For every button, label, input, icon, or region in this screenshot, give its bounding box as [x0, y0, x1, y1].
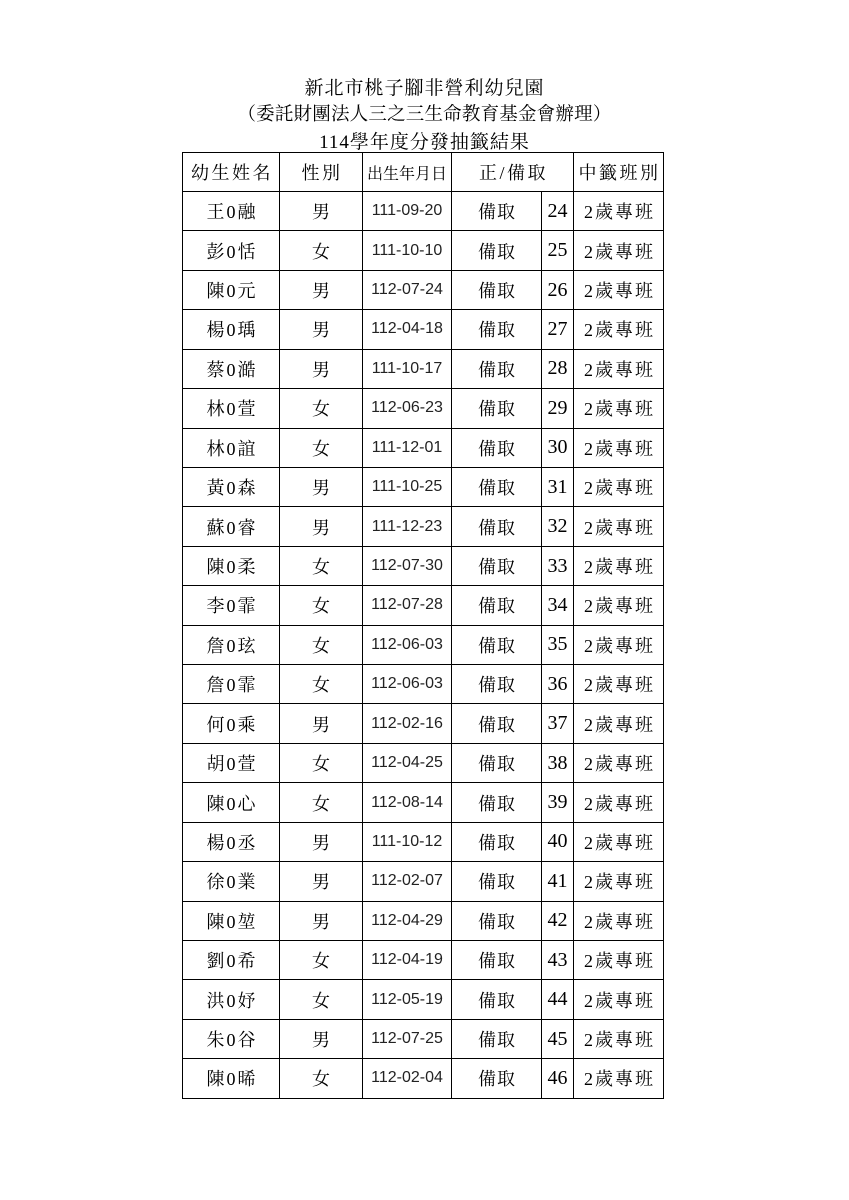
birth-date-cell: 112-04-19	[363, 941, 452, 980]
admission-status-cell: 備取	[452, 665, 542, 704]
assigned-class-cell: 2歲專班	[574, 902, 664, 941]
birth-date-cell: 112-02-04	[363, 1059, 452, 1098]
column-header-status: 正/備取	[452, 153, 574, 192]
waitlist-number-cell: 45	[542, 1020, 574, 1059]
birth-date-cell: 112-07-28	[363, 586, 452, 625]
gender-cell: 男	[280, 507, 363, 546]
waitlist-number-cell: 31	[542, 468, 574, 507]
student-name-cell: 王0融	[183, 192, 280, 231]
column-header-birth-date: 出生年月日	[363, 153, 452, 192]
waitlist-number-cell: 44	[542, 980, 574, 1019]
birth-date-cell: 111-10-12	[363, 823, 452, 862]
birth-date-cell: 112-05-19	[363, 980, 452, 1019]
waitlist-number-cell: 30	[542, 429, 574, 468]
birth-date-cell: 111-10-10	[363, 231, 452, 270]
waitlist-number-cell: 32	[542, 507, 574, 546]
document-title-block	[0, 75, 849, 156]
assigned-class-cell: 2歲專班	[574, 586, 664, 625]
waitlist-number-cell: 46	[542, 1059, 574, 1098]
student-name-cell: 陳0心	[183, 783, 280, 822]
assigned-class-cell: 2歲專班	[574, 980, 664, 1019]
gender-cell: 女	[280, 389, 363, 428]
student-name-cell: 楊0丞	[183, 823, 280, 862]
admission-status-cell: 備取	[452, 783, 542, 822]
assigned-class-cell: 2歲專班	[574, 547, 664, 586]
gender-cell: 女	[280, 586, 363, 625]
student-name-cell: 洪0妤	[183, 980, 280, 1019]
student-name-cell: 陳0堃	[183, 902, 280, 941]
student-name-cell: 陳0晞	[183, 1059, 280, 1098]
assigned-class-cell: 2歲專班	[574, 389, 664, 428]
birth-date-cell: 111-12-01	[363, 429, 452, 468]
waitlist-number-cell: 33	[542, 547, 574, 586]
admission-status-cell: 備取	[452, 744, 542, 783]
waitlist-number-cell: 27	[542, 310, 574, 349]
admission-status-cell: 備取	[452, 231, 542, 270]
student-name-cell: 林0萱	[183, 389, 280, 428]
gender-cell: 男	[280, 704, 363, 743]
admission-status-cell: 備取	[452, 350, 542, 389]
student-name-cell: 蘇0睿	[183, 507, 280, 546]
waitlist-number-cell: 29	[542, 389, 574, 428]
waitlist-number-cell: 35	[542, 626, 574, 665]
admission-status-cell: 備取	[452, 902, 542, 941]
gender-cell: 男	[280, 1020, 363, 1059]
waitlist-number-cell: 34	[542, 586, 574, 625]
column-header-name: 幼生姓名	[183, 153, 280, 192]
column-header-class: 中籤班別	[574, 153, 664, 192]
assigned-class-cell: 2歲專班	[574, 350, 664, 389]
lottery-results-table	[182, 152, 664, 1099]
waitlist-number-cell: 43	[542, 941, 574, 980]
assigned-class-cell: 2歲專班	[574, 271, 664, 310]
admission-status-cell: 備取	[452, 271, 542, 310]
assigned-class-cell: 2歲專班	[574, 468, 664, 507]
assigned-class-cell: 2歲專班	[574, 626, 664, 665]
gender-cell: 女	[280, 980, 363, 1019]
assigned-class-cell: 2歲專班	[574, 310, 664, 349]
gender-cell: 女	[280, 941, 363, 980]
birth-date-cell: 112-08-14	[363, 783, 452, 822]
admission-status-cell: 備取	[452, 192, 542, 231]
birth-date-cell: 112-04-29	[363, 902, 452, 941]
student-name-cell: 朱0谷	[183, 1020, 280, 1059]
gender-cell: 男	[280, 310, 363, 349]
waitlist-number-cell: 41	[542, 862, 574, 901]
birth-date-cell: 112-07-24	[363, 271, 452, 310]
student-name-cell: 徐0業	[183, 862, 280, 901]
gender-cell: 男	[280, 823, 363, 862]
assigned-class-cell: 2歲專班	[574, 704, 664, 743]
admission-status-cell: 備取	[452, 823, 542, 862]
admission-status-cell: 備取	[452, 980, 542, 1019]
birth-date-cell: 111-10-17	[363, 350, 452, 389]
birth-date-cell: 112-04-25	[363, 744, 452, 783]
gender-cell: 女	[280, 626, 363, 665]
admission-status-cell: 備取	[452, 704, 542, 743]
waitlist-number-cell: 28	[542, 350, 574, 389]
assigned-class-cell: 2歲專班	[574, 1020, 664, 1059]
gender-cell: 男	[280, 192, 363, 231]
admission-status-cell: 備取	[452, 941, 542, 980]
student-name-cell: 彭0恬	[183, 231, 280, 270]
admission-status-cell: 備取	[452, 429, 542, 468]
waitlist-number-cell: 42	[542, 902, 574, 941]
birth-date-cell: 111-12-23	[363, 507, 452, 546]
gender-cell: 男	[280, 271, 363, 310]
gender-cell: 女	[280, 744, 363, 783]
gender-cell: 女	[280, 231, 363, 270]
waitlist-number-cell: 40	[542, 823, 574, 862]
assigned-class-cell: 2歲專班	[574, 823, 664, 862]
student-name-cell: 林0誼	[183, 429, 280, 468]
waitlist-number-cell: 25	[542, 231, 574, 270]
waitlist-number-cell: 24	[542, 192, 574, 231]
column-header-gender: 性別	[280, 153, 363, 192]
lottery-results-title: 114學年度分發抽籤結果	[319, 132, 530, 153]
admission-status-cell: 備取	[452, 1059, 542, 1098]
birth-date-cell: 112-04-18	[363, 310, 452, 349]
birth-date-cell: 112-07-30	[363, 547, 452, 586]
student-name-cell: 黃0森	[183, 468, 280, 507]
assigned-class-cell: 2歲專班	[574, 862, 664, 901]
assigned-class-cell: 2歲專班	[574, 231, 664, 270]
waitlist-number-cell: 37	[542, 704, 574, 743]
student-name-cell: 楊0瑀	[183, 310, 280, 349]
waitlist-number-cell: 36	[542, 665, 574, 704]
admission-status-cell: 備取	[452, 468, 542, 507]
gender-cell: 男	[280, 862, 363, 901]
student-name-cell: 詹0霏	[183, 665, 280, 704]
admission-status-cell: 備取	[452, 389, 542, 428]
admission-status-cell: 備取	[452, 507, 542, 546]
waitlist-number-cell: 26	[542, 271, 574, 310]
student-name-cell: 詹0玹	[183, 626, 280, 665]
gender-cell: 男	[280, 468, 363, 507]
waitlist-number-cell: 38	[542, 744, 574, 783]
admission-status-cell: 備取	[452, 1020, 542, 1059]
gender-cell: 女	[280, 429, 363, 468]
assigned-class-cell: 2歲專班	[574, 1059, 664, 1098]
assigned-class-cell: 2歲專班	[574, 783, 664, 822]
birth-date-cell: 112-02-07	[363, 862, 452, 901]
assigned-class-cell: 2歲專班	[574, 429, 664, 468]
assigned-class-cell: 2歲專班	[574, 665, 664, 704]
gender-cell: 女	[280, 547, 363, 586]
student-name-cell: 胡0萱	[183, 744, 280, 783]
student-name-cell: 何0乘	[183, 704, 280, 743]
gender-cell: 女	[280, 783, 363, 822]
birth-date-cell: 112-06-03	[363, 665, 452, 704]
admission-status-cell: 備取	[452, 626, 542, 665]
birth-date-cell: 112-07-25	[363, 1020, 452, 1059]
birth-date-cell: 111-10-25	[363, 468, 452, 507]
gender-cell: 女	[280, 1059, 363, 1098]
gender-cell: 男	[280, 350, 363, 389]
assigned-class-cell: 2歲專班	[574, 192, 664, 231]
assigned-class-cell: 2歲專班	[574, 941, 664, 980]
waitlist-number-cell: 39	[542, 783, 574, 822]
assigned-class-cell: 2歲專班	[574, 507, 664, 546]
student-name-cell: 陳0元	[183, 271, 280, 310]
birth-date-cell: 111-09-20	[363, 192, 452, 231]
student-name-cell: 劉0希	[183, 941, 280, 980]
student-name-cell: 蔡0澔	[183, 350, 280, 389]
admission-status-cell: 備取	[452, 310, 542, 349]
assigned-class-cell: 2歲專班	[574, 744, 664, 783]
student-name-cell: 李0霏	[183, 586, 280, 625]
operator-subtitle: （委託財團法人三之三生命教育基金會辦理）	[237, 105, 612, 125]
admission-status-cell: 備取	[452, 862, 542, 901]
student-name-cell: 陳0柔	[183, 547, 280, 586]
kindergarten-name-title: 新北市桃子腳非營利幼兒園	[304, 78, 545, 99]
gender-cell: 女	[280, 665, 363, 704]
gender-cell: 男	[280, 902, 363, 941]
admission-status-cell: 備取	[452, 547, 542, 586]
admission-status-cell: 備取	[452, 586, 542, 625]
birth-date-cell: 112-02-16	[363, 704, 452, 743]
birth-date-cell: 112-06-03	[363, 626, 452, 665]
birth-date-cell: 112-06-23	[363, 389, 452, 428]
